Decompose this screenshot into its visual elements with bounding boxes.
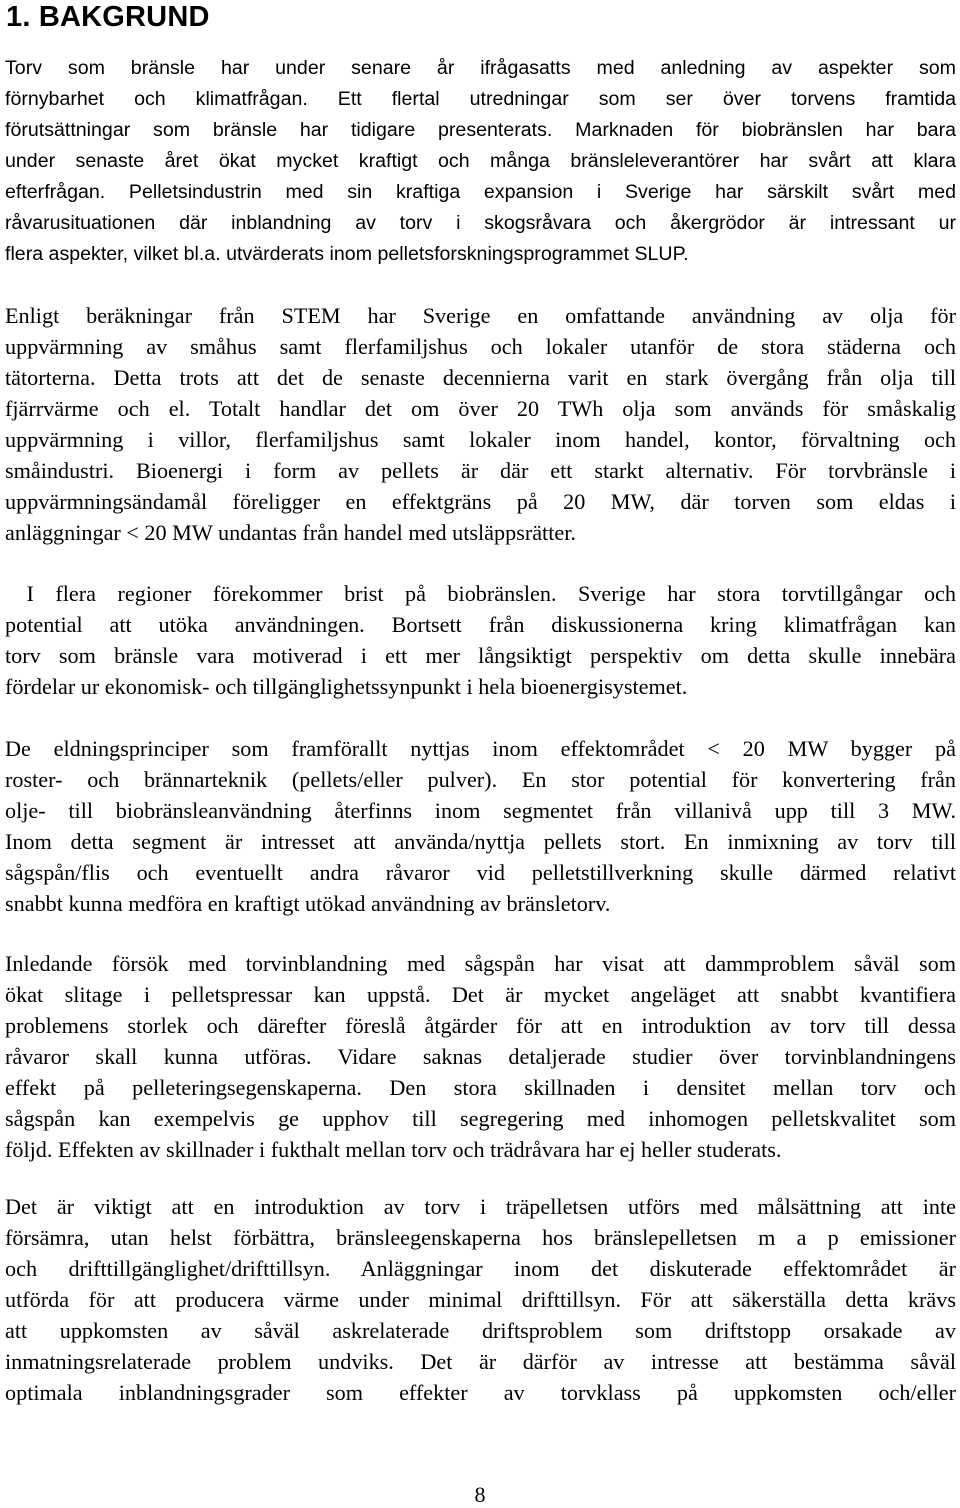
paragraph-line: tätorterna. Detta trots att det de senaste decennierna varit en stark övergång från olja till [5,365,956,390]
paragraph-line: Inom detta segment är intresset att använda/nyttja pellets stort. En inmixning av torv till [5,829,956,854]
paragraph-line: flera aspekter, vilket bl.a. utvärderats inom pelletsforskningsprogrammet SLUP. [5,243,689,265]
paragraph-line: Inledande försök med torvinblandning med sågspån har visat att dammproblem såväl som [5,951,956,976]
paragraph-line: småindustri. Bioenergi i form av pellets är där ett starkt alternativ. För torvbränsle i [5,458,956,483]
paragraph-line: sågspån kan exempelvis ge upphov till segregering med inhomogen pelletskvalitet som [5,1106,956,1131]
paragraph-line: uppvärmning av småhus samt flerfamiljshus och lokaler utanför de stora städerna och [5,334,956,359]
paragraph-line: torv som bränsle vara motiverad i ett mer långsiktigt perspektiv om detta skulle innebära [5,643,956,668]
paragraph-5 [5,948,956,1165]
paragraph-4 [5,733,956,919]
paragraph-line: optimala inblandningsgrader som effekter av torvklass på uppkomsten och/eller [5,1380,956,1405]
paragraph-line: effekt på pelleteringsegenskaperna. Den stora skillnaden i densitet mellan torv och [5,1075,956,1100]
paragraph-line: sågspån/flis och eventuellt andra råvaror vid pelletstillverkning skulle därmed relativt [5,860,956,885]
paragraph-line: Enligt beräkningar från STEM har Sverige en omfattande användning av olja för [5,303,956,328]
paragraph-1 [5,53,956,270]
paragraph-6 [5,1191,956,1408]
paragraph-2 [5,300,956,548]
paragraph-line: och drifttillgänglighet/drifttillsyn. Anläggningar inom det diskuterade effektområdet är [5,1256,956,1281]
paragraph-line: Det är viktigt att en introduktion av torv i träpelletsen utförs med målsättning att inte [5,1194,956,1219]
paragraph-line: att uppkomsten av såväl askrelaterade driftsproblem som driftstopp orsakade av [5,1318,956,1343]
paragraph-line: försämra, utan helst förbättra, bränsleegenskaperna hos bränslepelletsen m a p emissioner [5,1225,956,1250]
section-heading: 1. BAKGRUND [6,1,210,33]
page-number: 8 [474,1482,486,1507]
paragraph-line: potential att utöka användningen. Bortsett från diskussionerna kring klimatfrågan kan [5,612,956,637]
paragraph-line: efterfrågan. Pelletsindustrin med sin kraftiga expansion i Sverige har särskilt svårt med [5,181,956,203]
paragraph-line: problemens storlek och därefter föreslå åtgärder för att en introduktion av torv till dessa [5,1013,956,1038]
paragraph-line: snabbt kunna medföra en kraftigt utökad användning av bränsletorv. [5,891,611,916]
paragraph-line: roster- och brännarteknik (pellets/eller pulver). En stor potential för konvertering från [5,767,956,792]
paragraph-line: olje- till biobränsleanvändning återfinns inom segmentet från villanivå upp till 3 MW. [5,798,956,823]
paragraph-line: uppvärmningsändamål föreligger en effektgräns på 20 MW, där torven som eldas i [5,489,956,514]
paragraph-line: inmatningsrelaterade problem undviks. Det är därför av intresse att bestämma såväl [5,1349,956,1374]
paragraph-line: Torv som bränsle har under senare år ifrågasatts med anledning av aspekter som [5,57,956,79]
paragraph-line: ökat slitage i pelletspressar kan uppstå. Det är mycket angeläget att snabbt kvantifiera [5,982,956,1007]
paragraph-line: följd. Effekten av skillnader i fukthalt mellan torv och trädråvara har ej heller studerats. [5,1137,782,1162]
paragraph-line: fördelar ur ekonomisk- och tillgänglighetssynpunkt i hela bioenergisystemet. [5,674,688,699]
paragraph-line: anläggningar < 20 MW undantas från handel med utsläppsrätter. [5,520,576,545]
paragraph-line: råvaror skall kunna utföras. Vidare saknas detaljerade studier över torvinblandningens [5,1044,956,1069]
paragraph-line: förutsättningar som bränsle har tidigare presenterats. Marknaden för biobränslen har bara [5,119,956,141]
paragraph-line: utförda för att producera värme under minimal drifttillsyn. För att säkerställa detta krävs [5,1287,956,1312]
paragraph-line: råvarusituationen där inblandning av torv i skogsråvara och åkergrödor är intressant ur [5,212,956,234]
paragraph-line: De eldningsprinciper som framförallt nyttjas inom effektområdet < 20 MW bygger på [5,736,956,761]
paragraph-line: uppvärmning i villor, flerfamiljshus samt lokaler inom handel, kontor, förvaltning och [5,427,956,452]
paragraph-3 [5,578,956,702]
paragraph-line: under senaste året ökat mycket kraftigt och många bränsleleverantörer har svårt att klara [5,150,956,172]
paragraph-line: fjärrvärme och el. Totalt handlar det om över 20 TWh olja som används för småskalig [5,396,956,421]
paragraph-line: förnybarhet och klimatfrågan. Ett flertal utredningar som ser över torvens framtida [5,88,956,110]
paragraph-line: I flera regioner förekommer brist på biobränslen. Sverige har stora torvtillgångar och [5,581,956,606]
